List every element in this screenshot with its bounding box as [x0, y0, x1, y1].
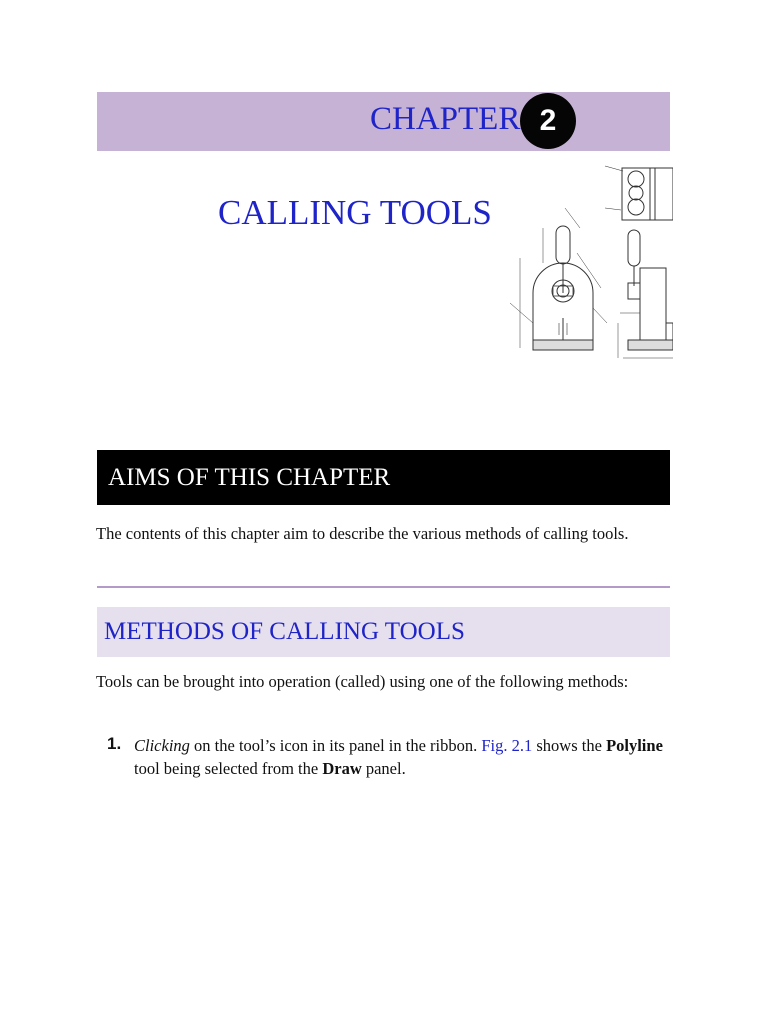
bracket-top-view	[605, 166, 673, 220]
section-divider	[97, 586, 670, 588]
list-item-number: 1.	[107, 734, 122, 753]
aims-heading: AIMS OF THIS CHAPTER	[97, 450, 670, 505]
chapter-number-badge	[520, 93, 576, 149]
list-item-emphasis: Clicking	[134, 736, 190, 755]
figure-reference-link[interactable]: Fig. 2.1	[481, 736, 533, 755]
chapter-label: CHAPTER	[370, 101, 521, 137]
list-item-text-2: shows the	[532, 736, 607, 755]
list-item-text-1: on the tool’s icon in its panel in the ribbon.	[189, 736, 482, 755]
list-item-text-4: panel.	[361, 759, 406, 778]
chapter-title: CALLING TOOLS	[218, 193, 492, 232]
methods-intro-paragraph: Tools can be brought into operation (called) using one of the following methods:	[96, 672, 629, 691]
list-item-text-3: tool being selected from the	[134, 759, 323, 778]
front-view	[510, 208, 607, 350]
polyline-tool-name: Polyline	[606, 736, 663, 755]
list-item	[134, 734, 674, 780]
chapter-number: 2	[539, 104, 557, 137]
draw-panel-name: Draw	[322, 759, 362, 778]
methods-heading: METHODS OF CALLING TOOLS	[97, 607, 670, 657]
engineering-drawing-illustration	[505, 163, 673, 368]
side-view	[618, 230, 673, 358]
aims-paragraph: The contents of this chapter aim to describe the various methods of calling tools.	[96, 524, 629, 543]
